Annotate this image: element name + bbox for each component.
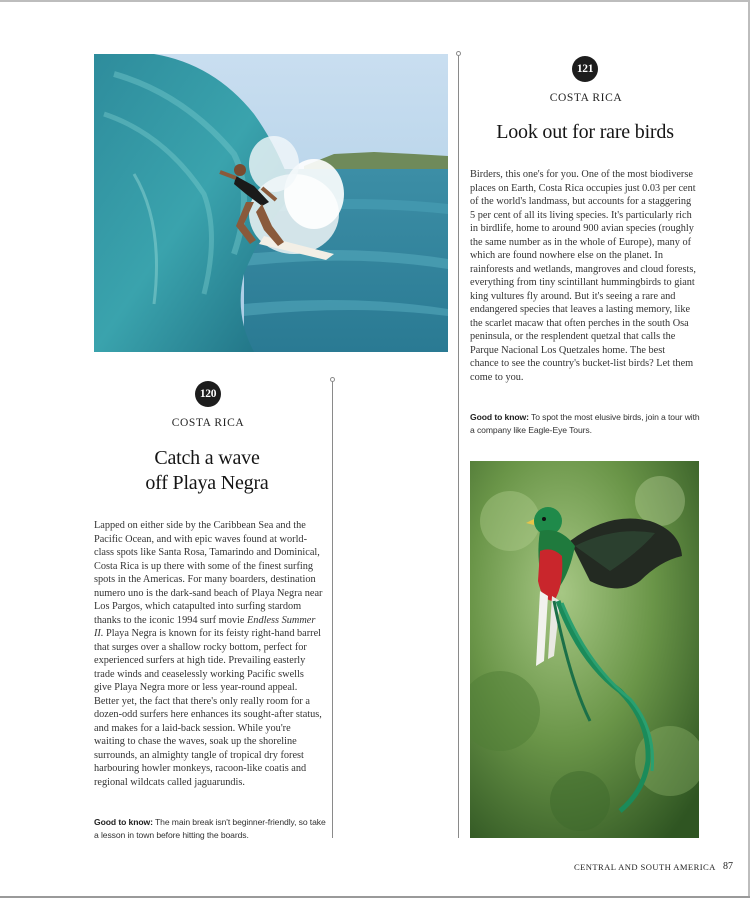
page-number: 87 <box>723 861 733 872</box>
entry-number-badge: 120 <box>195 381 221 407</box>
surf-photo-illustration <box>94 54 448 352</box>
good-to-know-tip <box>470 411 702 437</box>
good-to-know-tip <box>94 816 326 842</box>
headline-line-1: Catch a wave <box>154 447 260 469</box>
movie-title: Endless Summer II. <box>94 614 316 639</box>
article-headline: Look out for rare birds <box>496 121 674 143</box>
tip-text: The main break isn't beginner-friendly, so take a lesson in town before hitting the boards. <box>94 817 326 840</box>
headline-line-2: off Playa Negra <box>145 472 269 494</box>
tip-label: Good to know: <box>470 412 529 422</box>
article-body: Birders, this one's for you. One of the most biodiverse places on Earth, Costa Rica occupies just 0.03 per cent of the world's landmass, but accounts for a staggering 5 per cent of all its living species. It's particularly rich in birdlife, home to around 900 avian species (roughly the same number as in the whole of Europe), many of which are found nowhere else on the planet. In rainforests and wetlands, mangroves and cloud forests, everything from tiny scintillant hummingbirds to giant king vultures fly around. But it's seeing a rare and endangered species that leaves a lasting memory, like the scarlet macaw that often perches in the south Osa peninsula, or the resplendent quetzal that calls the Parque Nacional Los Quetzales home. The best chance to see the country's bucket-list birds? Let them come to you. <box>470 169 696 383</box>
tip-text: To spot the most elusive birds, join a tour with a company like Eagle-Eye Tours. <box>470 412 700 435</box>
body-part-1: Lapped on either side by the Caribbean Sea and the Pacific Ocean, and with epic waves found at world-class spots like Santa Rosa, Tamarindo and Dominical, Costa Rica is up there with some of the finest surfing spots in the Americas. For many boarders, destination numero uno is the dark-sand beach of Playa Negra near Los Pargos, which catapulted into surfing stardom thanks to the iconic 1994 surf movie <box>94 520 323 626</box>
country-label: COSTA RICA <box>549 92 623 104</box>
article-headline <box>94 446 320 496</box>
surf-photo <box>94 54 448 352</box>
page-border-top <box>0 0 750 2</box>
country-label: COSTA RICA <box>171 417 245 429</box>
bird-photo <box>470 461 699 838</box>
tip-label: Good to know: <box>94 817 153 827</box>
entry-number-badge: 121 <box>572 56 598 82</box>
body-part-2: Playa Negra is known for its feisty right-hand barrel that surges over a shallow rocky bottom, perfect for experienced surfers at high tide. Prevailing easterly trade winds and ceaselessly working Pacific swells give Playa Negra more or less year-round appeal. Better yet, the fact that there's only really room for a dozen-odd surfers here enhances its sought-after status, and makes for a laid-back session. While you're waiting to chase the waves, soak up the shoreline surrounds, an almighty tangle of tropical dry forest harbouring howler monkeys, racoon-like coatis and regional wildcats called jaguarundis. <box>94 628 322 788</box>
column-rule-left <box>332 380 333 838</box>
column-rule-right <box>458 54 459 838</box>
running-footer-section: CENTRAL AND SOUTH AMERICA <box>574 862 716 872</box>
bird-photo-illustration <box>470 461 699 838</box>
article-body <box>94 519 324 789</box>
